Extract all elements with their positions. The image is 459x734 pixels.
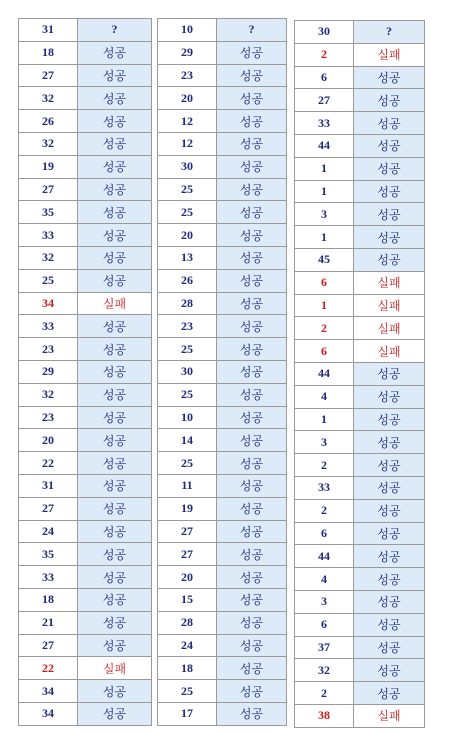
- result-cell: 성공: [217, 611, 287, 634]
- count-cell: 32: [19, 87, 78, 110]
- table-row: [295, 704, 425, 727]
- table-row: [295, 476, 425, 499]
- table-row: [158, 269, 287, 292]
- result-cell: ?: [354, 21, 425, 44]
- result-cell: 성공: [78, 702, 152, 725]
- results-table-1: [18, 18, 152, 726]
- table-row: [295, 636, 425, 659]
- count-cell: 6: [295, 66, 354, 89]
- count-cell: 24: [158, 634, 217, 657]
- result-cell: 성공: [78, 520, 152, 543]
- result-cell: 성공: [78, 41, 152, 64]
- table-row: [158, 292, 287, 315]
- result-cell: 성공: [217, 383, 287, 406]
- table-row: [295, 112, 425, 135]
- result-cell: 성공: [354, 545, 425, 568]
- table-row: [295, 317, 425, 340]
- result-cell: 성공: [354, 499, 425, 522]
- table-row: [295, 499, 425, 522]
- result-cell: 성공: [78, 429, 152, 452]
- result-cell: 실패: [354, 271, 425, 294]
- table-row: [158, 657, 287, 680]
- count-cell: 31: [19, 19, 78, 42]
- count-cell: 44: [295, 134, 354, 157]
- result-cell: 성공: [354, 431, 425, 454]
- table-row: [295, 568, 425, 591]
- count-cell: 1: [295, 408, 354, 431]
- result-cell: 성공: [78, 338, 152, 361]
- table-row: [158, 224, 287, 247]
- result-cell: 성공: [78, 315, 152, 338]
- result-cell: 성공: [217, 246, 287, 269]
- table-row: [158, 246, 287, 269]
- count-cell: 25: [158, 338, 217, 361]
- result-cell: 성공: [354, 248, 425, 271]
- count-cell: 44: [295, 545, 354, 568]
- count-cell: 27: [19, 64, 78, 87]
- table-row: [19, 360, 152, 383]
- table-row: [158, 87, 287, 110]
- table-row: [19, 292, 152, 315]
- count-cell: 1: [295, 157, 354, 180]
- table-row: [19, 64, 152, 87]
- table-header-row: [19, 19, 152, 42]
- count-cell: 13: [158, 246, 217, 269]
- count-cell: 32: [19, 246, 78, 269]
- count-cell: 3: [295, 203, 354, 226]
- result-cell: 성공: [217, 132, 287, 155]
- result-cell: 성공: [354, 522, 425, 545]
- table-row: [295, 294, 425, 317]
- table-row: [19, 566, 152, 589]
- result-cell: 실패: [78, 292, 152, 315]
- table-row: [158, 611, 287, 634]
- count-cell: 30: [295, 21, 354, 44]
- count-cell: 25: [19, 269, 78, 292]
- table-row: [295, 590, 425, 613]
- result-cell: 성공: [217, 702, 287, 725]
- count-cell: 25: [158, 383, 217, 406]
- count-cell: 27: [19, 178, 78, 201]
- result-cell: 성공: [217, 292, 287, 315]
- result-cell: 성공: [78, 155, 152, 178]
- result-cell: 성공: [217, 474, 287, 497]
- result-cell: 성공: [217, 201, 287, 224]
- table-row: [19, 110, 152, 133]
- count-cell: 23: [158, 315, 217, 338]
- count-cell: 25: [158, 201, 217, 224]
- table-row: [158, 110, 287, 133]
- result-cell: 성공: [354, 362, 425, 385]
- result-cell: 성공: [217, 520, 287, 543]
- results-table-2: [157, 18, 287, 726]
- table-row: [19, 201, 152, 224]
- table-row: [19, 406, 152, 429]
- result-cell: 성공: [217, 634, 287, 657]
- result-cell: 성공: [354, 203, 425, 226]
- table-row: [19, 315, 152, 338]
- result-cell: 성공: [354, 659, 425, 682]
- count-cell: 28: [158, 611, 217, 634]
- table-row: [19, 246, 152, 269]
- results-table-3: [294, 20, 425, 728]
- count-cell: 1: [295, 226, 354, 249]
- result-cell: 성공: [354, 476, 425, 499]
- result-cell: 성공: [78, 224, 152, 247]
- table-row: [19, 543, 152, 566]
- result-cell: 성공: [217, 406, 287, 429]
- count-cell: 27: [158, 520, 217, 543]
- result-cell: 성공: [217, 657, 287, 680]
- count-cell: 26: [158, 269, 217, 292]
- count-cell: 12: [158, 110, 217, 133]
- table-row: [158, 41, 287, 64]
- result-cell: 성공: [354, 682, 425, 705]
- count-cell: 2: [295, 499, 354, 522]
- count-cell: 38: [295, 704, 354, 727]
- count-cell: 20: [158, 224, 217, 247]
- table-row: [19, 429, 152, 452]
- count-cell: 18: [19, 588, 78, 611]
- count-cell: 4: [295, 568, 354, 591]
- table-header-row: [295, 21, 425, 44]
- result-cell: 성공: [217, 588, 287, 611]
- count-cell: 24: [19, 520, 78, 543]
- count-cell: 34: [19, 702, 78, 725]
- table-row: [295, 89, 425, 112]
- count-cell: 10: [158, 406, 217, 429]
- table-row: [19, 680, 152, 703]
- table-row: [295, 180, 425, 203]
- count-cell: 25: [158, 680, 217, 703]
- count-cell: 4: [295, 385, 354, 408]
- result-cell: 성공: [78, 132, 152, 155]
- result-cell: 실패: [354, 294, 425, 317]
- count-cell: 2: [295, 317, 354, 340]
- table-row: [19, 611, 152, 634]
- result-cell: 성공: [354, 89, 425, 112]
- count-cell: 33: [19, 566, 78, 589]
- result-cell: 성공: [78, 543, 152, 566]
- result-cell: 실패: [354, 317, 425, 340]
- table-row: [158, 702, 287, 725]
- table-row: [19, 702, 152, 725]
- result-cell: 성공: [217, 41, 287, 64]
- table-row: [19, 634, 152, 657]
- count-cell: 17: [158, 702, 217, 725]
- count-cell: 31: [19, 474, 78, 497]
- table-row: [295, 271, 425, 294]
- count-cell: 6: [295, 340, 354, 363]
- result-cell: 성공: [217, 224, 287, 247]
- count-cell: 2: [295, 43, 354, 66]
- count-cell: 33: [19, 224, 78, 247]
- count-cell: 2: [295, 682, 354, 705]
- result-cell: 성공: [217, 155, 287, 178]
- table-row: [295, 134, 425, 157]
- result-cell: 성공: [354, 590, 425, 613]
- table-row: [158, 132, 287, 155]
- result-cell: 성공: [217, 87, 287, 110]
- result-cell: 성공: [217, 452, 287, 475]
- table-row: [295, 157, 425, 180]
- count-cell: 30: [158, 360, 217, 383]
- result-cell: 성공: [354, 454, 425, 477]
- table-row: [295, 362, 425, 385]
- result-cell: 성공: [217, 497, 287, 520]
- result-cell: 성공: [354, 180, 425, 203]
- result-cell: 성공: [78, 497, 152, 520]
- table-row: [295, 659, 425, 682]
- count-cell: 27: [19, 634, 78, 657]
- count-cell: 20: [158, 566, 217, 589]
- count-cell: 22: [19, 452, 78, 475]
- table-row: [19, 155, 152, 178]
- result-cell: 성공: [354, 134, 425, 157]
- table-row: [158, 338, 287, 361]
- count-cell: 25: [158, 178, 217, 201]
- table-row: [295, 522, 425, 545]
- table-row: [158, 64, 287, 87]
- count-cell: 18: [19, 41, 78, 64]
- result-cell: 성공: [78, 611, 152, 634]
- table-row: [295, 43, 425, 66]
- count-cell: 19: [19, 155, 78, 178]
- count-cell: 18: [158, 657, 217, 680]
- result-cell: 성공: [354, 408, 425, 431]
- count-cell: 22: [19, 657, 78, 680]
- result-cell: 성공: [354, 385, 425, 408]
- table-row: [158, 520, 287, 543]
- result-cell: 성공: [217, 338, 287, 361]
- result-cell: 성공: [78, 383, 152, 406]
- table-row: [19, 588, 152, 611]
- result-cell: 성공: [354, 568, 425, 591]
- table-row: [19, 178, 152, 201]
- table-row: [158, 360, 287, 383]
- table-row: [295, 545, 425, 568]
- count-cell: 19: [158, 497, 217, 520]
- table-row: [158, 155, 287, 178]
- count-cell: 25: [158, 452, 217, 475]
- table-row: [158, 634, 287, 657]
- result-cell: 성공: [78, 406, 152, 429]
- table-row: [295, 226, 425, 249]
- table-row: [295, 431, 425, 454]
- result-cell: 성공: [78, 178, 152, 201]
- result-cell: 성공: [354, 226, 425, 249]
- result-cell: 실패: [354, 43, 425, 66]
- table-header-row: [158, 19, 287, 42]
- table-row: [158, 178, 287, 201]
- result-cell: 실패: [78, 657, 152, 680]
- count-cell: 23: [19, 406, 78, 429]
- result-cell: 성공: [78, 246, 152, 269]
- count-cell: 11: [158, 474, 217, 497]
- table-row: [19, 497, 152, 520]
- table-row: [19, 87, 152, 110]
- result-cell: 성공: [78, 87, 152, 110]
- count-cell: 27: [158, 543, 217, 566]
- result-cell: 성공: [78, 566, 152, 589]
- result-cell: ?: [78, 19, 152, 42]
- result-cell: 성공: [217, 543, 287, 566]
- count-cell: 6: [295, 613, 354, 636]
- table-row: [19, 520, 152, 543]
- result-cell: 성공: [78, 634, 152, 657]
- count-cell: 44: [295, 362, 354, 385]
- table-row: [158, 406, 287, 429]
- table-row: [295, 454, 425, 477]
- result-cell: 성공: [354, 157, 425, 180]
- table-row: [19, 657, 152, 680]
- count-cell: 12: [158, 132, 217, 155]
- result-cell: 성공: [78, 474, 152, 497]
- table-row: [295, 682, 425, 705]
- table-row: [158, 383, 287, 406]
- table-row: [158, 315, 287, 338]
- table-row: [295, 248, 425, 271]
- count-cell: 33: [295, 476, 354, 499]
- result-cell: 성공: [78, 360, 152, 383]
- count-cell: 10: [158, 19, 217, 42]
- count-cell: 3: [295, 590, 354, 613]
- result-cell: 성공: [354, 636, 425, 659]
- count-cell: 1: [295, 180, 354, 203]
- table-row: [19, 132, 152, 155]
- table-row: [295, 340, 425, 363]
- result-cell: 성공: [217, 110, 287, 133]
- count-cell: 23: [19, 338, 78, 361]
- count-cell: 32: [19, 132, 78, 155]
- count-cell: 1: [295, 294, 354, 317]
- count-cell: 30: [158, 155, 217, 178]
- result-cell: 실패: [354, 340, 425, 363]
- result-cell: 성공: [217, 64, 287, 87]
- table-row: [158, 429, 287, 452]
- table-row: [158, 680, 287, 703]
- count-cell: 3: [295, 431, 354, 454]
- result-cell: 성공: [217, 429, 287, 452]
- result-cell: 성공: [354, 112, 425, 135]
- table-row: [158, 497, 287, 520]
- count-cell: 23: [158, 64, 217, 87]
- result-cell: 실패: [354, 704, 425, 727]
- table-row: [295, 66, 425, 89]
- table-row: [158, 566, 287, 589]
- table-row: [19, 474, 152, 497]
- table-row: [19, 41, 152, 64]
- result-cell: 성공: [78, 680, 152, 703]
- count-cell: 27: [295, 89, 354, 112]
- count-cell: 33: [19, 315, 78, 338]
- count-cell: 28: [158, 292, 217, 315]
- count-cell: 32: [295, 659, 354, 682]
- count-cell: 35: [19, 201, 78, 224]
- count-cell: 14: [158, 429, 217, 452]
- result-cell: 성공: [354, 66, 425, 89]
- count-cell: 33: [295, 112, 354, 135]
- result-cell: 성공: [217, 178, 287, 201]
- table-row: [295, 203, 425, 226]
- count-cell: 6: [295, 522, 354, 545]
- count-cell: 27: [19, 497, 78, 520]
- result-cell: 성공: [78, 452, 152, 475]
- count-cell: 20: [19, 429, 78, 452]
- result-cell: 성공: [217, 680, 287, 703]
- table-row: [19, 452, 152, 475]
- result-cell: ?: [217, 19, 287, 42]
- count-cell: 45: [295, 248, 354, 271]
- table-row: [295, 408, 425, 431]
- result-cell: 성공: [78, 110, 152, 133]
- table-row: [19, 338, 152, 361]
- table-row: [158, 201, 287, 224]
- table-row: [158, 474, 287, 497]
- result-cell: 성공: [78, 64, 152, 87]
- count-cell: 2: [295, 454, 354, 477]
- result-cell: 성공: [78, 269, 152, 292]
- result-cell: 성공: [78, 201, 152, 224]
- table-row: [19, 224, 152, 247]
- table-row: [158, 543, 287, 566]
- result-cell: 성공: [354, 613, 425, 636]
- table-row: [158, 588, 287, 611]
- count-cell: 6: [295, 271, 354, 294]
- table-row: [158, 452, 287, 475]
- count-cell: 29: [158, 41, 217, 64]
- result-cell: 성공: [217, 269, 287, 292]
- result-cell: 성공: [217, 360, 287, 383]
- table-row: [19, 383, 152, 406]
- table-row: [295, 613, 425, 636]
- count-cell: 26: [19, 110, 78, 133]
- count-cell: 20: [158, 87, 217, 110]
- result-cell: 성공: [217, 315, 287, 338]
- count-cell: 35: [19, 543, 78, 566]
- table-row: [295, 385, 425, 408]
- count-cell: 29: [19, 360, 78, 383]
- result-cell: 성공: [217, 566, 287, 589]
- count-cell: 34: [19, 292, 78, 315]
- count-cell: 15: [158, 588, 217, 611]
- count-cell: 37: [295, 636, 354, 659]
- count-cell: 34: [19, 680, 78, 703]
- table-row: [19, 269, 152, 292]
- count-cell: 21: [19, 611, 78, 634]
- count-cell: 32: [19, 383, 78, 406]
- result-cell: 성공: [78, 588, 152, 611]
